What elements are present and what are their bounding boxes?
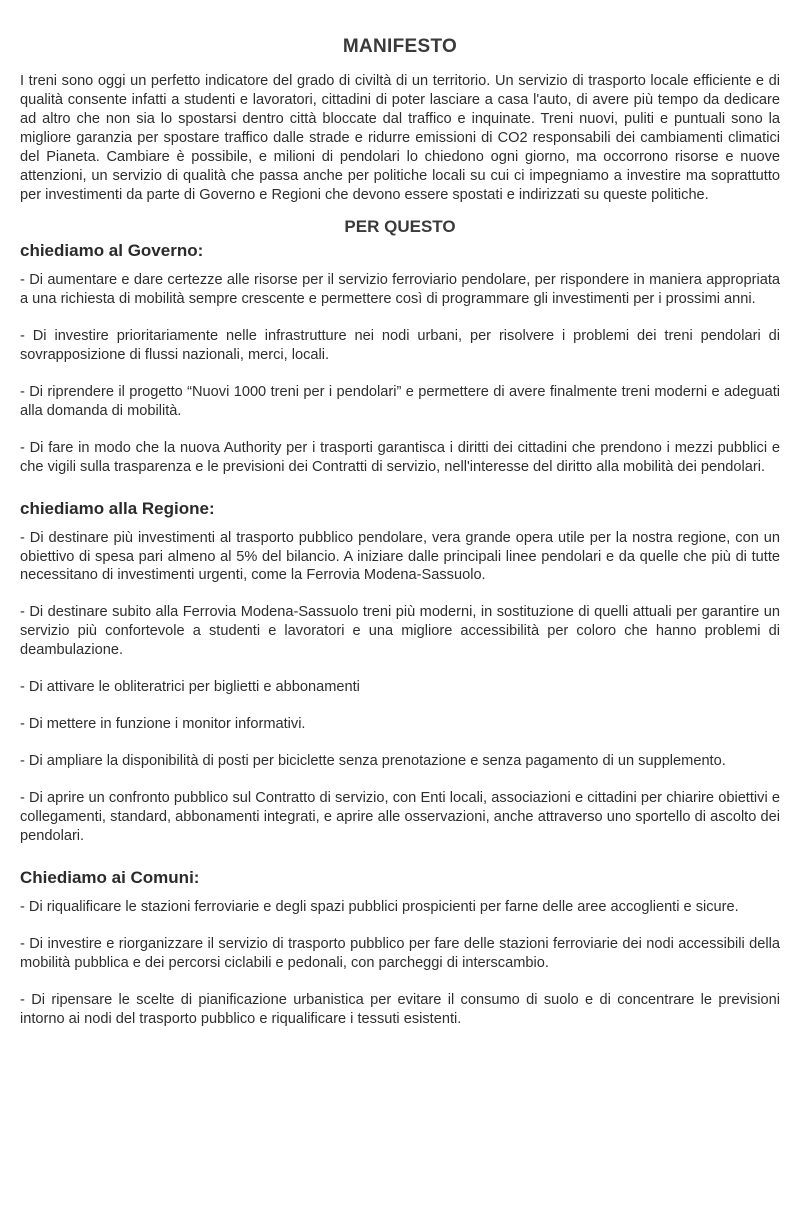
- list-item: - Di riprendere il progetto “Nuovi 1000 treni per i pendolari” e permettere di avere finalmente treni moderni e adeguati alla domanda di mobilità.: [20, 383, 780, 419]
- section-heading-comuni: Chiediamo ai Comuni:: [20, 868, 200, 888]
- list-item: - Di fare in modo che la nuova Authority per i trasporti garantisca i diritti dei cittadini che prendono i mezzi pubblici e che vigili sulla trasparenza e le previsioni dei Contratti di servizio, nell'interesse del diritto alla mobilità dei pendolari.: [20, 439, 780, 475]
- per-questo-heading: PER QUESTO: [344, 216, 456, 236]
- section-heading-governo: chiediamo al Governo:: [20, 240, 204, 260]
- page-title: MANIFESTO: [342, 36, 458, 57]
- list-item: - Di investire prioritariamente nelle infrastrutture nei nodi urbani, per risolvere i problemi dei treni pendolari di sovrapposizione di flussi nazionali, merci, locali.: [20, 327, 780, 363]
- list-item: - Di investire e riorganizzare il servizio di trasporto pubblico per fare delle stazioni ferroviarie dei nodi accessibili della mobilità pubblica e dei percorsi ciclabili e pedonali, con parcheggi di interscambio.: [20, 936, 780, 972]
- list-item: - Di attivare le obliteratrici per biglietti e abbonamenti: [20, 679, 360, 696]
- section-heading-regione: chiediamo alla Regione:: [20, 498, 215, 518]
- list-item: - Di riqualificare le stazioni ferroviarie e degli spazi pubblici prospicienti per farne delle aree accoglienti e sicure.: [20, 899, 739, 916]
- list-item: - Di destinare subito alla Ferrovia Modena-Sassuolo treni più moderni, in sostituzione di quelli attuali per garantire un servizio più confortevole a studenti e lavoratori e una migliore accessibilità per coloro che hanno problemi di deambulazione.: [20, 604, 780, 659]
- list-item: - Di destinare più investimenti al trasporto pubblico pendolare, vera grande opera utile per la nostra regione, con un obiettivo di spesa pari almeno al 5% del bilancio. A iniziare dalle principali linee pendolari e da quelle che più di tutte necessitano di investimenti urgenti, come la Ferrovia Modena-Sassuolo.: [20, 529, 780, 584]
- list-item: - Di aprire un confronto pubblico sul Contratto di servizio, con Enti locali, associazioni e cittadini per chiarire obiettivi e collegamenti, standard, abbonamenti integrati, e aprire alle osservazioni, anche attraverso uno sportello di ascolto dei pendolari.: [20, 790, 780, 845]
- intro-paragraph: I treni sono oggi un perfetto indicatore del grado di civiltà di un territorio. Un servizio di trasporto locale efficiente e di qualità consente infatti a studenti e lavoratori, cittadini di poter lasciare a casa l'auto, di avere più tempo da dedicare ad altro che non sia lo spostarsi dentro città bloccate dal traffico e inquinate. Treni nuovi, puliti e puntuali sono la migliore garanzia per spostare traffico dalle strade e ridurre emissioni di CO2 responsabili dei cambiamenti climatici del Pianeta. Cambiare è possibile, e milioni di pendolari lo chiedono ogni giorno, ma occorrono risorse e nuove attenzioni, un servizio di qualità che passa anche per politiche locali su cui ci impegniamo a investire ma soprattutto per investimenti da parte di Governo e Regioni che devono essere spostati e indirizzati su queste politiche.: [20, 73, 780, 203]
- list-item: - Di ampliare la disponibilità di posti per biciclette senza prenotazione e senza pagamento di un supplemento.: [20, 753, 726, 770]
- list-item: - Di aumentare e dare certezze alle risorse per il servizio ferroviario pendolare, per rispondere in maniera appropriata a una richiesta di mobilità sempre crescente e permettere così di programmare gli investimenti per i prossimi anni.: [20, 271, 780, 307]
- list-item: - Di mettere in funzione i monitor informativi.: [20, 716, 306, 733]
- list-item: - Di ripensare le scelte di pianificazione urbanistica per evitare il consumo di suolo e di concentrare le previsioni intorno ai nodi del trasporto pubblico e riqualificare i tessuti esistenti.: [20, 992, 780, 1028]
